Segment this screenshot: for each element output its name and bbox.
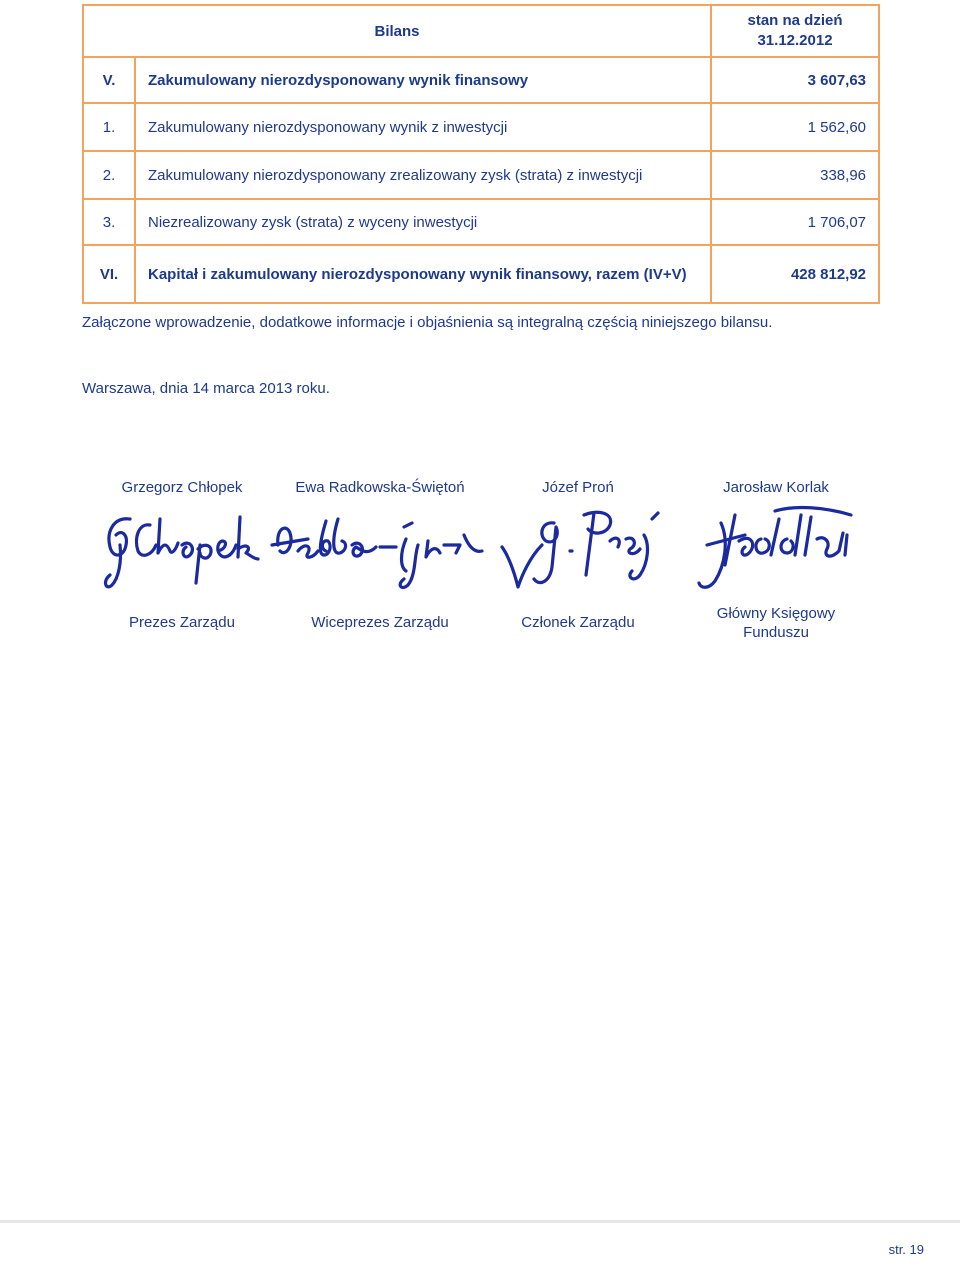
footer-divider	[0, 1220, 960, 1223]
table-row	[83, 151, 879, 199]
table-row	[83, 103, 879, 151]
table-row	[83, 199, 879, 245]
signatory-name: Jarosław Korlak	[723, 479, 829, 496]
row-value: 1 706,07	[711, 199, 879, 245]
signature-chlopek	[100, 505, 260, 595]
row-value: 338,96	[711, 151, 879, 199]
note-text: Załączone wprowadzenie, dodatkowe informacje i objaśnienia są integralną częścią niniejszego bilansu.	[82, 314, 773, 331]
row-label: Zakumulowany nierozdysponowany wynik finansowy	[135, 57, 711, 103]
signatory-role: Wiceprezes Zarządu	[311, 614, 449, 631]
row-number: V.	[83, 57, 135, 103]
bilans-table	[82, 4, 880, 304]
table-header-row	[83, 5, 879, 57]
row-label: Niezrealizowany zysk (strata) z wyceny inwestycji	[135, 199, 711, 245]
date-label: stan na dzień	[747, 12, 843, 29]
row-number: 2.	[83, 151, 135, 199]
row-label: Kapitał i zakumulowany nierozdysponowany wynik finansowy, razem (IV+V)	[135, 245, 711, 303]
row-value: 3 607,63	[711, 57, 879, 103]
table-row	[83, 57, 879, 103]
signatory-role: Prezes Zarządu	[129, 614, 235, 631]
row-value: 428 812,92	[711, 245, 879, 303]
row-label: Zakumulowany nierozdysponowany wynik z inwestycji	[135, 103, 711, 151]
signature-radkowska	[268, 505, 488, 595]
signatory-name: Grzegorz Chłopek	[121, 479, 243, 496]
signatory-role	[676, 604, 876, 642]
date-header	[711, 5, 879, 57]
row-number: VI.	[83, 245, 135, 303]
role-line: Funduszu	[743, 624, 809, 641]
row-number: 1.	[83, 103, 135, 151]
place-date: Warszawa, dnia 14 marca 2013 roku.	[82, 380, 330, 397]
row-value: 1 562,60	[711, 103, 879, 151]
row-label: Zakumulowany nierozdysponowany zrealizowany zysk (strata) z inwestycji	[135, 151, 711, 199]
signature-korlak	[695, 505, 860, 595]
signature-pron	[498, 505, 668, 595]
row-number: 3.	[83, 199, 135, 245]
signatory-name: Józef Proń	[542, 479, 614, 496]
date-value: 31.12.2012	[757, 32, 833, 49]
signatory-name: Ewa Radkowska-Świętoń	[295, 479, 465, 496]
role-line: Główny Księgowy	[716, 605, 836, 622]
table-title: Bilans	[83, 5, 711, 57]
page-number: str. 19	[888, 1242, 924, 1257]
signatory-role: Członek Zarządu	[521, 614, 635, 631]
table-row-total	[83, 245, 879, 303]
